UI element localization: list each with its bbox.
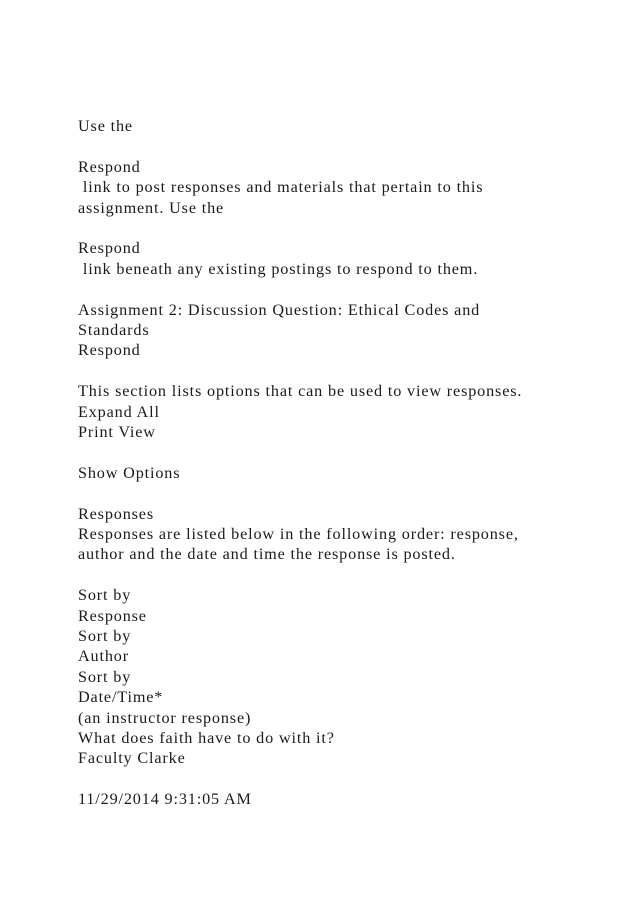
- intro-text: assignment. Use the: [78, 198, 225, 217]
- document-page: [78, 116, 558, 810]
- sort-by-author-link[interactable]: Author: [78, 647, 129, 666]
- response-author: Faculty Clarke: [78, 749, 186, 768]
- spacer: [78, 136, 558, 156]
- responses-order-text: Responses are listed below in the following order: response,: [78, 525, 519, 544]
- expand-all-link[interactable]: Expand All: [78, 402, 160, 421]
- options-description: This section lists options that can be used to view responses.: [78, 382, 523, 401]
- responses-order-text: author and the date and time the response is posted.: [78, 545, 456, 564]
- spacer: [78, 769, 558, 789]
- intro-text: link to post responses and materials that pertain to this: [78, 178, 484, 197]
- spacer: [78, 279, 558, 299]
- responses-heading: Responses: [78, 504, 154, 523]
- sort-by-label: Sort by: [78, 667, 132, 686]
- sort-by-label: Sort by: [78, 586, 132, 605]
- spacer: [78, 442, 558, 462]
- assignment-title: Standards: [78, 321, 150, 340]
- response-title-link[interactable]: What does faith have to do with it?: [78, 729, 335, 748]
- spacer: [78, 218, 558, 238]
- print-view-link[interactable]: Print View: [78, 423, 156, 442]
- show-options-link[interactable]: Show Options: [78, 463, 181, 482]
- assignment-respond-link[interactable]: Respond: [78, 341, 141, 360]
- sort-by-label: Sort by: [78, 627, 132, 646]
- spacer: [78, 361, 558, 381]
- respond-link[interactable]: Respond: [78, 239, 141, 258]
- sort-by-response-link[interactable]: Response: [78, 606, 147, 625]
- respond-link[interactable]: Respond: [78, 157, 141, 176]
- instructor-response-note: (an instructor response): [78, 708, 252, 727]
- response-datetime: 11/29/2014 9:31:05 AM: [78, 790, 252, 809]
- spacer: [78, 483, 558, 503]
- spacer: [78, 565, 558, 585]
- assignment-title: Assignment 2: Discussion Question: Ethical Codes and: [78, 300, 481, 319]
- intro-text: Use the: [78, 117, 133, 135]
- intro-text: link beneath any existing postings to respond to them.: [78, 259, 479, 278]
- sort-by-datetime-link[interactable]: Date/Time*: [78, 688, 164, 707]
